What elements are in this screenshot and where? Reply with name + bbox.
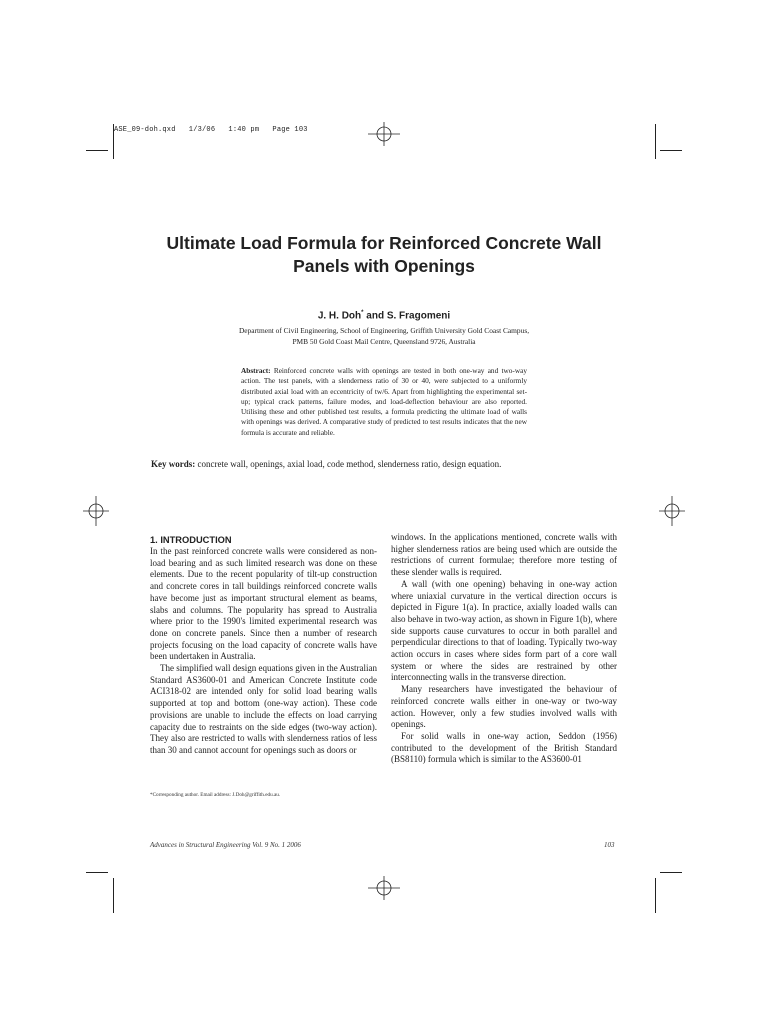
- paragraph: Many researchers have investigated the behaviour of reinforced concrete walls either in one-way or two-way action. However, only a few studies involved walls with openings.: [391, 684, 617, 730]
- authors: [120, 310, 648, 321]
- affiliation-line-1: Department of Civil Engineering, School of Engineering, Griffith University Gold Coast Campus,: [238, 326, 530, 335]
- author-rest: and S. Fragomeni: [363, 310, 451, 322]
- crop-mark: [660, 150, 682, 151]
- printer-slug: ASE_09-doh.qxd 1/3/06 1:40 pm Page 103: [114, 126, 308, 134]
- abstract: [241, 366, 527, 438]
- corresponding-mark: *: [361, 310, 364, 316]
- paragraph: For solid walls in one-way action, Seddon (1956) contributed to the development of the British Standard (BS8110) formula which is similar to the AS3600-01: [391, 730, 617, 765]
- journal-footer: Advances in Structural Engineering Vol. 9 No. 1 2006: [150, 841, 301, 849]
- crop-mark: [655, 124, 656, 159]
- keywords-text: concrete wall, openings, axial load, code method, slenderness ratio, design equation.: [195, 459, 502, 469]
- paragraph: In the past reinforced concrete walls were considered as non-load bearing and as such limited research was done on these elements. Due to the recent popularity of tilt-up construction and concrete cores in tall buildings reinforced concrete walls have become just as important structural element as beams, slabs and columns. The popularity has spread to Australia where prior to the 1990's limited experimental research was done on concrete panels. Since then a number of research projects focusing on the load capacity of concrete walls have been undertaken in Australia.: [150, 546, 377, 662]
- paragraph: windows. In the applications mentioned, concrete walls with higher slenderness ratios are being used which are outside the restrictions of current formulae; therefore more testing of these slender walls is required.: [391, 532, 617, 578]
- section-heading: 1. INTRODUCTION: [150, 535, 232, 545]
- paper-title: [120, 232, 648, 278]
- crop-mark: [86, 150, 108, 151]
- affiliation-line-2: PMB 50 Gold Coast Mail Centre, Queensland 9726, Australia: [292, 337, 476, 346]
- footnote: *Corresponding author. Email address: J.Doh@griffith.edu.au.: [150, 792, 281, 798]
- registration-mark-top: [368, 122, 400, 146]
- affiliation: [150, 325, 618, 347]
- keywords: [151, 459, 621, 469]
- title-line-2: Panels with Openings: [293, 256, 475, 276]
- crop-mark: [86, 872, 108, 873]
- abstract-label: Abstract:: [241, 366, 271, 375]
- crop-mark: [655, 878, 656, 913]
- crop-mark: [660, 872, 682, 873]
- keywords-label: Key words:: [151, 459, 196, 469]
- registration-mark-left: [83, 496, 109, 526]
- abstract-text: Reinforced concrete walls with openings are tested in both one-way and two-way action. The test panels, with a slenderness ratio of 30 or 40, were subjected to a uniformly distributed axial load with an eccentricity of tw/6. Apart from highlighting the experimental set-up; typical crack patterns, failure modes, and load-deflection behaviour are also reported. Utilising these and other published test results, a formula predicting the ultimate load of walls with openings was derived. A comparative study of predicted to test results indicates that the new formula is accurate and reliable.: [241, 366, 527, 437]
- paragraph: The simplified wall design equations given in the Australian Standard AS3600-01 and American Concrete Institute code ACI318-02 are intended only for solid load bearing walls supported at top and bottom (one-way action). These code provisions are unable to include the effects on load carrying capacity due to restraints on the side edges (two-way action). They also are restricted to walls with slenderness ratios of less than 30 and cannot account for openings such as doors or: [150, 663, 377, 755]
- crop-mark: [113, 878, 114, 913]
- author-1: J. H. Doh: [317, 310, 362, 322]
- title-line-1: Ultimate Load Formula for Reinforced Concrete Wall: [166, 233, 602, 253]
- registration-mark-bottom: [368, 876, 400, 900]
- paragraph: A wall (with one opening) behaving in one-way action where uniaxial curvature in the vertical direction occurs is depicted in Figure 1(a). In practice, axially loaded walls can also behave in two-way action, as shown in Figure 1(b), where side supports cause curvatures to occur in both parallel and perpendicular directions to that of loading. Typically two-way action occurs in cases where sides form part of a core wall system or where the sides are restrained by other interconnecting walls in the transverse direction.: [391, 578, 617, 683]
- page-number: 103: [604, 841, 615, 849]
- column-left: [150, 546, 377, 757]
- column-right: [391, 532, 617, 766]
- registration-mark-right: [659, 496, 685, 526]
